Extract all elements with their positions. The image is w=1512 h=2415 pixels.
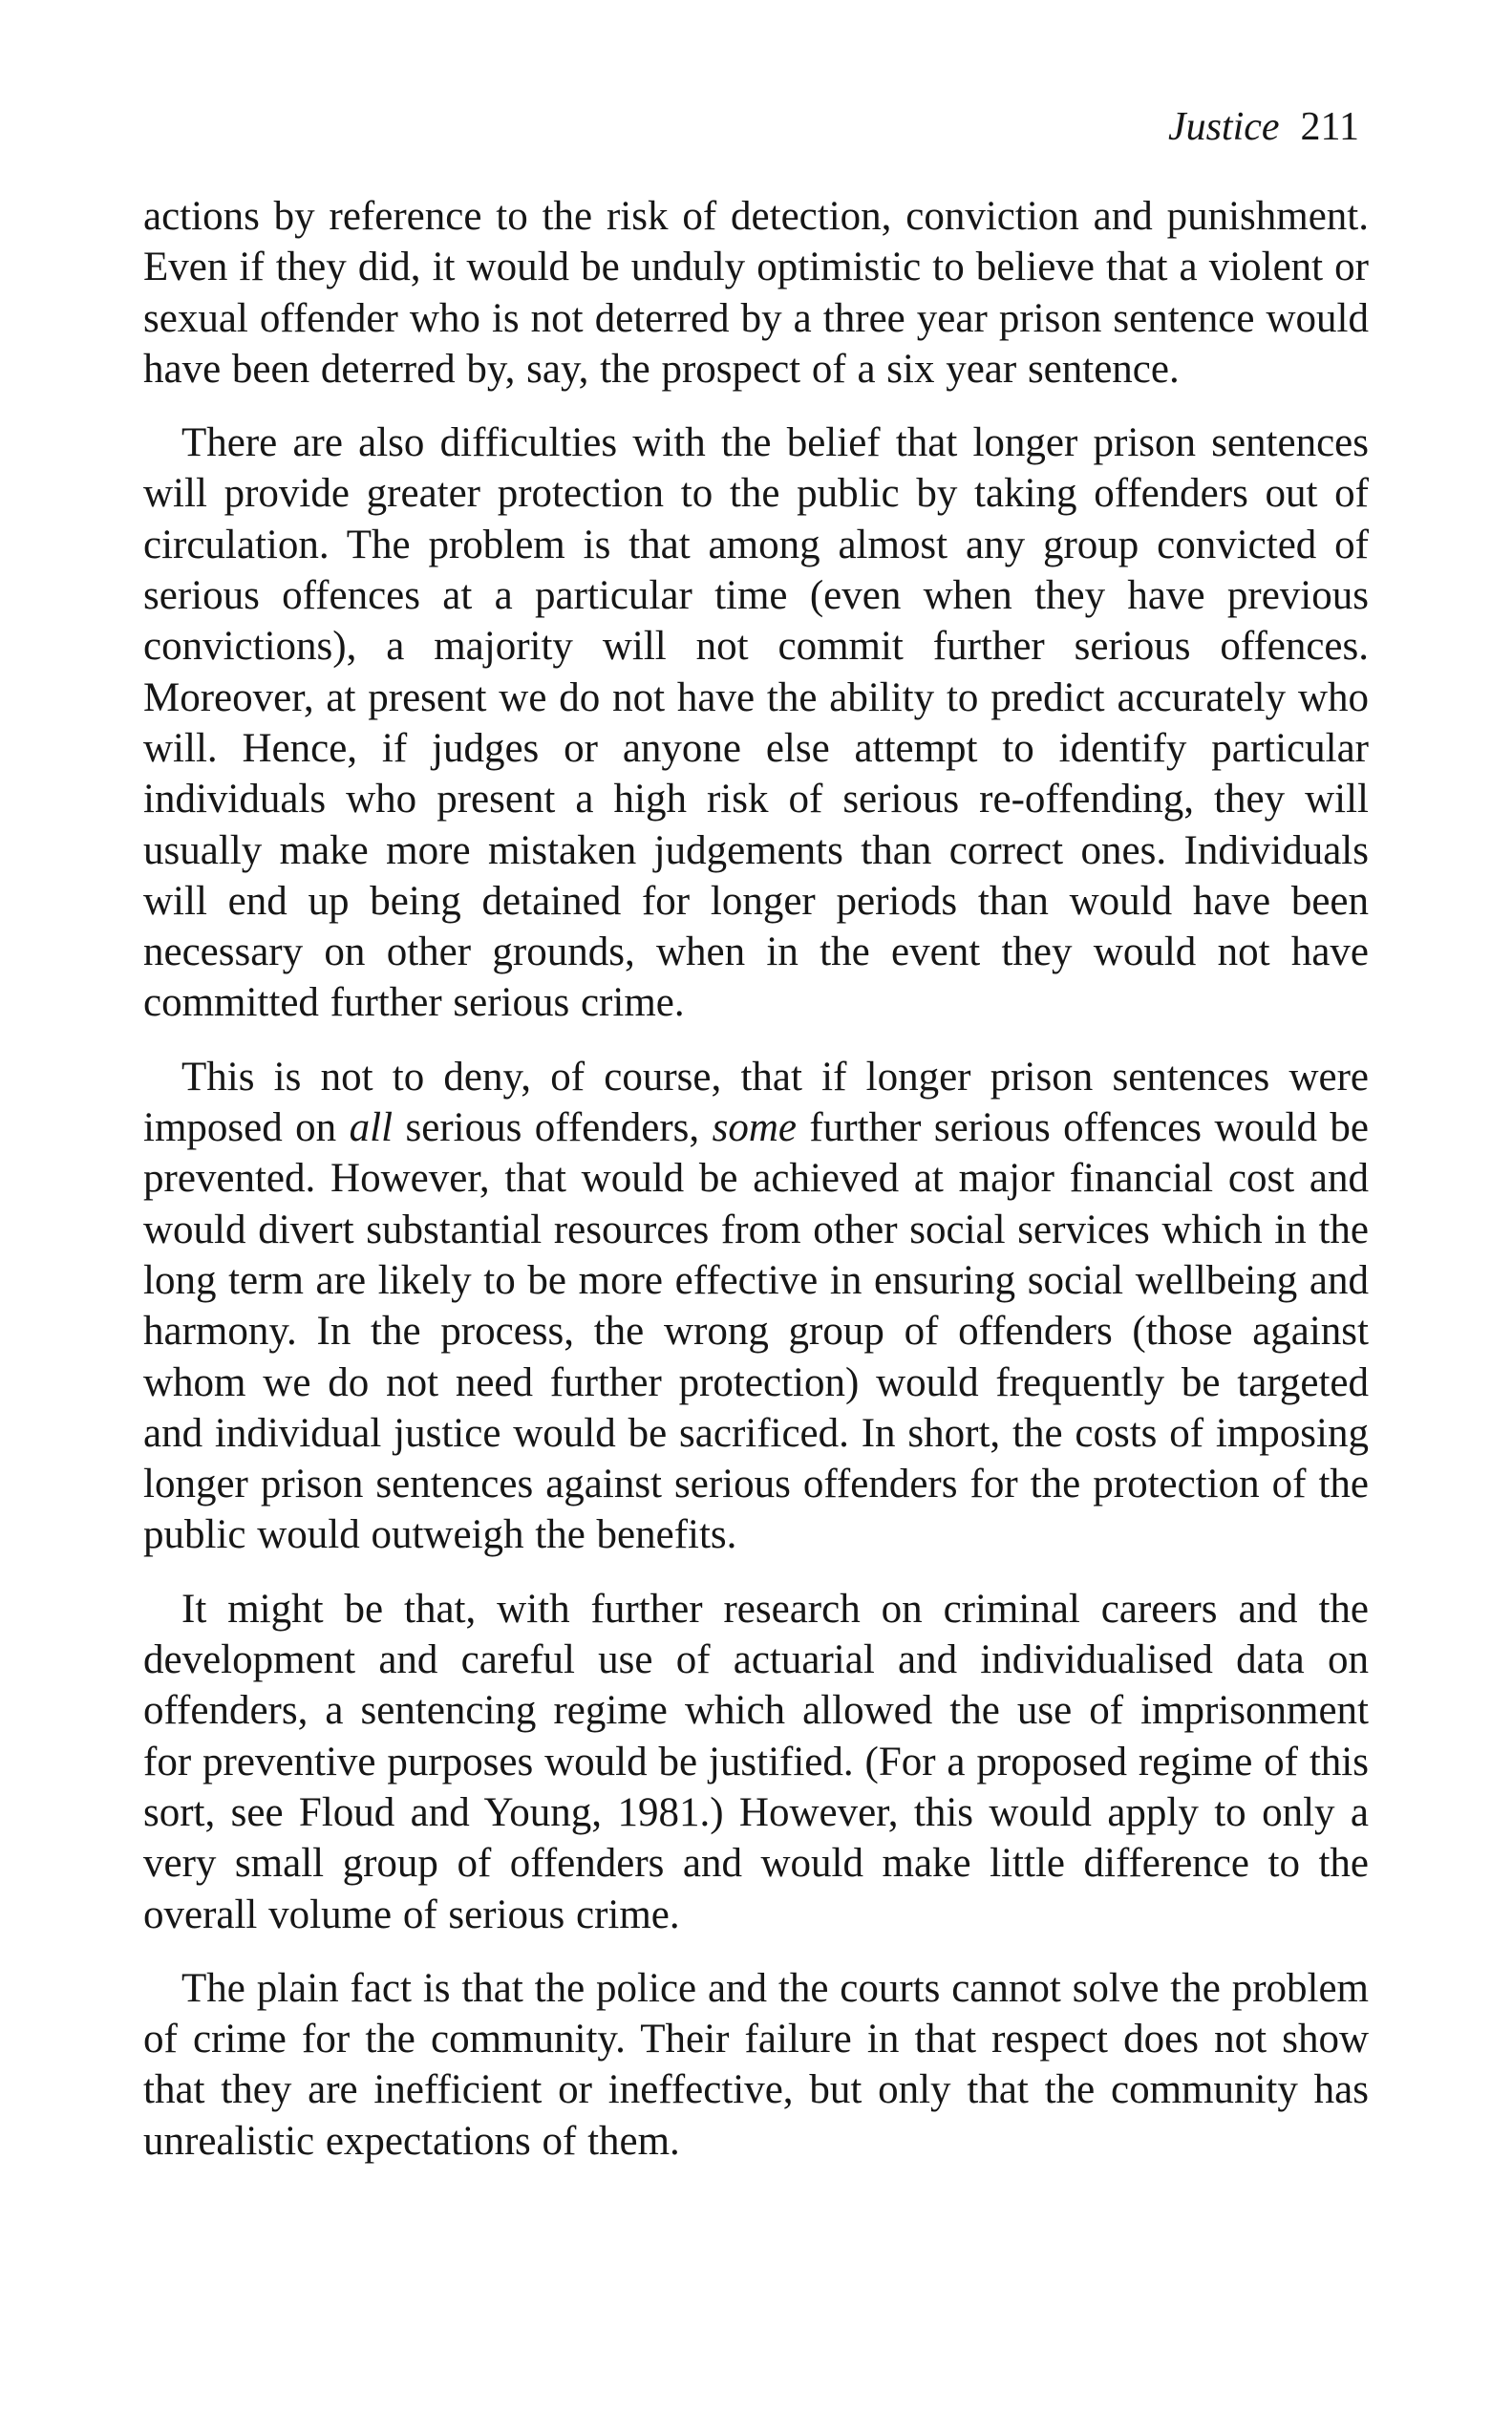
running-head xyxy=(1168,103,1359,151)
body-text xyxy=(143,191,1369,2190)
page-number: 211 xyxy=(1300,105,1359,149)
paragraph-1: actions by reference to the risk of detection, conviction and punishment. Even if they did, it would be unduly optimistic to believe that a violent or sexual offender who is not deterred by a three year prison sentence would have been deterred by, say, the prospect of a six year sentence. xyxy=(143,194,1369,392)
paragraph-3-text-start: This is not to deny, of course, that if longer prison sentences were imposed on xyxy=(143,1054,1369,1151)
emphasis-all: all xyxy=(349,1105,394,1151)
chapter-title: Justice xyxy=(1167,105,1280,149)
emphasis-some: some xyxy=(712,1105,797,1151)
paragraph-3-text-end: further serious offences would be prevented. However, that would be achieved at major financial cost and would divert substantial resources from other social services which in the long term are likely to be more effective in ensuring social wellbeing and harmony. In the process, the wrong group of offenders (those against whom we do not need further protection) would frequently be targeted and individual justice would be sacrificed. In short, the costs of imposing longer prison sentences against serious offenders for the protection of the public would outweigh the benefits. xyxy=(143,1105,1370,1558)
paragraph-4: It might be that, with further research on criminal careers and the development and careful use of actuarial and individualised data on offenders, a sentencing regime which allowed the use of imprisonment for preventive purposes would be justified. (For a proposed regime of this sort, see Floud and Young, 1981.) However, this would apply to only a very small group of offenders and would make little difference to the overall volume of serious crime. xyxy=(143,1586,1369,1937)
paragraph-5: The plain fact is that the police and the courts cannot solve the problem of crime for the community. Their failure in that respect does not show that they are inefficient or ineffective, but only that the community has unrealistic expectations of them. xyxy=(143,1965,1369,2164)
paragraph-3 xyxy=(143,1052,1369,1561)
paragraph-2: There are also difficulties with the belief that longer prison sentences will provide greater protection to the public by taking offenders out of circulation. The problem is that among almost any group convicted of serious offences at a particular time (even when they have previous convictions), a majority will not commit further serious offences. Moreover, at present we do not have the ability to predict accurately who will. Hence, if judges or anyone else attempt to identify particular individuals who present a high risk of serious re-offending, they will usually make more mistaken judgements than correct ones. Individuals will end up being detained for longer periods than would have been necessary on other grounds, when in the event they would not have committed further serious crime. xyxy=(143,420,1369,1026)
paragraph-3-text-middle: serious offenders, xyxy=(393,1105,713,1151)
